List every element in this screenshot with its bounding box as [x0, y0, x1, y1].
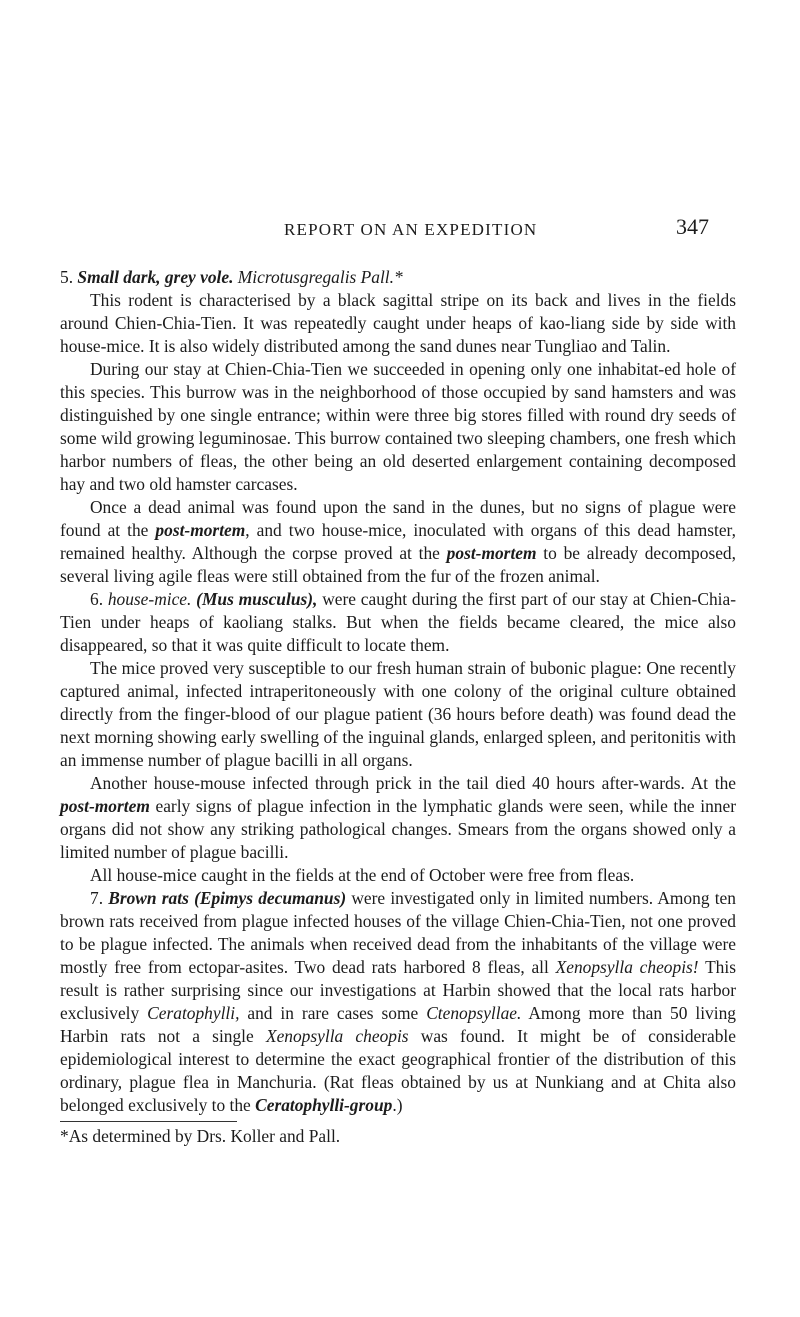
species-common-name: Brown rats — [108, 888, 189, 908]
section-6-paragraph: 6. house-mice. (Mus musculus), were caught during the first part of our stay at Chien-Chia-Tien under heaps of kaoliang stalks. But when the fields became cleared, the mice also disappeared, so that it was quite difficult to locate them. — [60, 589, 736, 655]
species-common-name: house-mice. — [107, 589, 192, 609]
page-header — [0, 214, 800, 250]
emphasis: post-mortem — [446, 543, 537, 563]
emphasis: post-mortem — [60, 796, 150, 816]
section-number: 7. — [90, 888, 104, 908]
section-number: 5. — [60, 267, 74, 287]
paragraph: Another house-mouse infected through prick in the tail died 40 hours after-wards. At the post-mortem early signs of plague infection in the lymphatic glands were seen, while the inner organs did not show any striking pathological changes. Smears from the organs showed only a limited number of plague bacilli. — [60, 773, 736, 862]
running-head: REPORT ON AN EXPEDITION — [284, 220, 538, 239]
emphasis: post-mortem — [155, 520, 246, 540]
species-latin-name: (Epimys decumanus) — [194, 888, 347, 908]
paragraph: All house-mice caught in the fields at the end of October were free from fleas. — [90, 865, 635, 885]
emphasis: Ctenopsyllae. — [426, 1003, 522, 1023]
species-latin-name: Microtusgregalis Pall.* — [237, 267, 403, 287]
section-5-heading — [60, 266, 736, 289]
emphasis: Ceratophylli, — [147, 1003, 240, 1023]
body-text — [60, 266, 736, 1148]
section-number: 6. — [90, 589, 104, 609]
paragraph: Once a dead animal was found upon the sand in the dunes, but no signs of plague were found at the post-mortem, and two house-mice, inoculated with organs of this dead hamster, remained healthy. Although the corpse proved at the post-mortem to be already decomposed, several living agile fleas were still obtained from the fur of the frozen animal. — [60, 497, 736, 586]
section-7-paragraph: 7. Brown rats (Epimys decumanus) were investigated only in limited numbers. Among ten brown rats received from plague infected houses of the village Chien-Chia-Tien, not one proved to be plague infected. The animals when received dead from the inhabitants of the village were mostly free from ectopar-asites. Two dead rats harbored 8 fleas, all Xenopsylla cheopis! This result is rather surprising since our investigations at Harbin showed that the local rats harbor exclusively Ceratophylli, and in rare cases some Ctenopsyllae. Among more than 50 living Harbin rats not a single Xenopsylla cheopis was found. It might be of considerable epidemiological interest to determine the exact geographical frontier of the distribution of this ordinary, plague flea in Manchuria. (Rat fleas obtained by us at Nunkiang and at Chita also belonged exclusively to the Ceratophylli-group.) — [60, 888, 736, 1115]
page-number: 347 — [676, 214, 709, 239]
emphasis: Xenopsylla cheopis! — [555, 957, 699, 977]
footnote-rule — [60, 1121, 237, 1122]
species-common-name: Small dark, grey vole. — [77, 267, 234, 287]
species-latin-name: (Mus musculus), — [196, 589, 318, 609]
paragraph: During our stay at Chien-Chia-Tien we succeeded in opening only one inhabitat-ed hole of this species. This burrow was in the neighborhood of those occupied by sand hamsters and was distinguished by one single entrance; within were three big stores filled with round dry seeds of some wild growing leguminosae. This burrow contained two sleeping chambers, one fresh which harbor numbers of fleas, the other being an old deserted enlargement containing decomposed hay and two old hamster carcases. — [60, 359, 736, 494]
paragraph: This rodent is characterised by a black sagittal stripe on its back and lives in the fields around Chien-Chia-Tien. It was repeatedly caught under heaps of kao-liang side by side with house-mice. It is also widely distributed among the sand dunes near Tungliao and Talin. — [60, 290, 736, 356]
footnote — [60, 1125, 736, 1148]
paragraph: The mice proved very susceptible to our fresh human strain of bubonic plague: One recently captured animal, infected intraperitoneously with one colony of the original culture obtained directly from the finger-blood of our plague patient (36 hours before death) was found dead the next morning showing early swelling of the inguinal glands, enlarged spleen, and peritonitis with an immense number of plague bacilli in all organs. — [60, 658, 736, 770]
emphasis: Ceratophylli-group — [255, 1095, 393, 1115]
emphasis: Xenopsylla cheopis — [265, 1026, 409, 1046]
footnote-text: *As determined by Drs. Koller and Pall. — [60, 1126, 341, 1146]
